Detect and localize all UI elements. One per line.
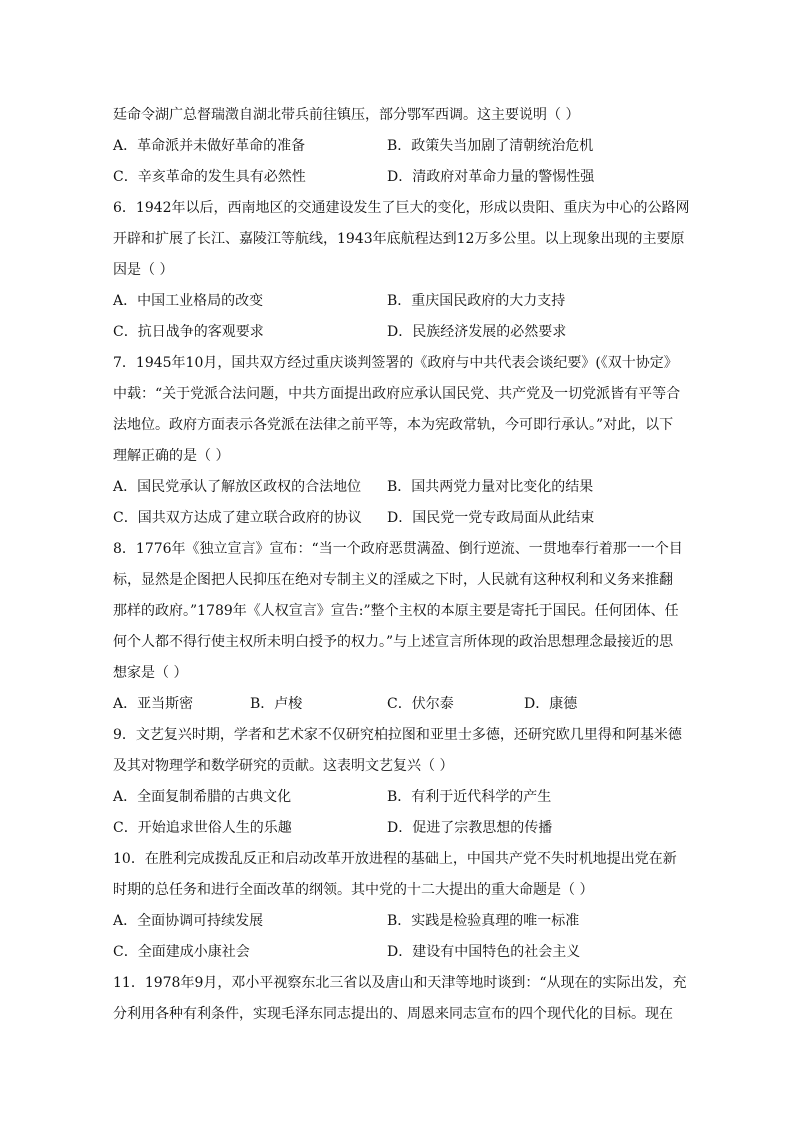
q8-option-b[interactable]: B．卢梭: [250, 696, 303, 712]
q6-text-line: 开辟和扩展了长江、嘉陵江等航线，1943年底航程达到12万多公里。以上现象出现的主要原: [113, 231, 685, 247]
q10-text-line: 10．在胜利完成拨乱反正和启动改革开放进程的基础上，中国共产党不失时机地提出党在新: [113, 851, 677, 867]
q7-text-line: 中载：“关于党派合法问题，中共方面提出政府应承认国民党、共产党及一切党派皆有平等合: [113, 386, 681, 402]
q6-option-c[interactable]: C．抗日战争的客观要求: [113, 324, 264, 340]
q8-option-d[interactable]: D．康德: [524, 696, 578, 712]
q8-text-line: 何个人都不得行使主权所未明白授予的权力。”与上述宣言所体现的政治思想理念最接近的思: [113, 634, 674, 650]
q10-option-b[interactable]: B．实践是检验真理的唯一标准: [387, 913, 580, 929]
q10-option-a[interactable]: A．全面协调可持续发展: [113, 913, 264, 929]
q9-option-d[interactable]: D．促进了宗教思想的传播: [387, 820, 553, 836]
q10-options: [113, 937, 683, 968]
q9-option-a[interactable]: A．全面复制希腊的古典文化: [113, 789, 292, 805]
q6-text-line: 因是（ ）: [113, 262, 174, 278]
q10-text-line: 时期的总任务和进行全面改革的纲领。其中党的十二大提出的重大命题是（ ）: [113, 882, 594, 898]
q11-text-line: 11．1978年9月，邓小平视察东北三省以及唐山和天津等地时谈到：“从现在的实际出发，充: [113, 975, 687, 991]
q8-text-line: 标，显然是企图把人民抑压在绝对专制主义的淫威之下时，人民就有这种权利和义务来推翻: [113, 572, 673, 588]
q8-option-c[interactable]: C．伏尔泰: [387, 696, 454, 712]
q6-option-d[interactable]: D．民族经济发展的必然要求: [387, 324, 567, 340]
q9-text-line: 及其对物理学和数学研究的贡献。这表明文艺复兴（ ）: [113, 758, 454, 774]
q5-option-c[interactable]: C．辛亥革命的发生具有必然性: [113, 169, 306, 185]
q10-options: [113, 906, 683, 937]
q7-text-line: 法地位。政府方面表示各党派在法律之前平等，本为宪政常轨，今可即行承认。”对此，以下: [113, 417, 674, 433]
q6-option-a[interactable]: A．中国工业格局的改变: [113, 293, 264, 309]
exam-content: [113, 100, 690, 1030]
q9-option-b[interactable]: B．有利于近代科学的产生: [387, 789, 552, 805]
q5-option-d[interactable]: D．清政府对革命力量的警惕性强: [387, 169, 595, 185]
q8-text-line: 那样的政府。”1789年《人权宣言》宣告:”整个主权的本原主要是寄托于国民。任何团体、任: [113, 603, 679, 619]
q6-options: [113, 317, 683, 348]
q9-option-c[interactable]: C．开始追求世俗人生的乐趣: [113, 820, 292, 836]
q5-options: [113, 162, 683, 193]
q8-text-line: 想家是（ ）: [113, 665, 188, 681]
q7-option-d[interactable]: D．国民党一党专政局面从此结束: [387, 510, 595, 526]
q9-text-line: 9．文艺复兴时期，学者和艺术家不仅研究柏拉图和亚里士多德，还研究欧几里得和阿基米德: [113, 727, 682, 743]
q11-text-line: 分利用各种有利条件，实现毛泽东同志提出的、周恩来同志宣布的四个现代化的目标。现在: [113, 1006, 673, 1022]
q6-text-line: 6．1942年以后，西南地区的交通建设发生了巨大的变化，形成以贵阳、重庆为中心的公路网: [113, 200, 690, 216]
q9-options: [113, 813, 683, 844]
q7-option-a[interactable]: A．国民党承认了解放区政权的合法地位: [113, 479, 362, 495]
q10-option-c[interactable]: C．全面建成小康社会: [113, 944, 250, 960]
q7-option-b[interactable]: B．国共两党力量对比变化的结果: [387, 479, 594, 495]
q8-text-line: 8．1776年《独立宣言》宣布：“当一个政府恶贯满盈、倒行逆流、一贯地奉行着那一一个目: [113, 541, 683, 557]
q7-options: [113, 503, 683, 534]
q5-options: [113, 131, 683, 162]
q7-text-line: 7．1945年10月，国共双方经过重庆谈判签署的《政府与中共代表会谈纪要》(《双十协定》: [113, 355, 678, 371]
q7-option-c[interactable]: C．国共双方达成了建立联合政府的协议: [113, 510, 362, 526]
q6-options: [113, 286, 683, 317]
q8-option-a[interactable]: A．亚当斯密: [113, 696, 194, 712]
q5-option-a[interactable]: A．革命派并未做好革命的准备: [113, 138, 306, 154]
q8-options: [113, 689, 683, 720]
q6-option-b[interactable]: B．重庆国民政府的大力支持: [387, 293, 566, 309]
q10-option-d[interactable]: D．建设有中国特色的社会主义: [387, 944, 581, 960]
q5-option-b[interactable]: B．政策失当加剧了清朝统治危机: [387, 138, 594, 154]
q9-options: [113, 782, 683, 813]
q5-text-line: 廷命令湖广总督瑞澂自湖北带兵前往镇压，部分鄂军西调。这主要说明（ ）: [113, 107, 580, 123]
q7-text-line: 理解正确的是（ ）: [113, 448, 230, 464]
q7-options: [113, 472, 683, 503]
